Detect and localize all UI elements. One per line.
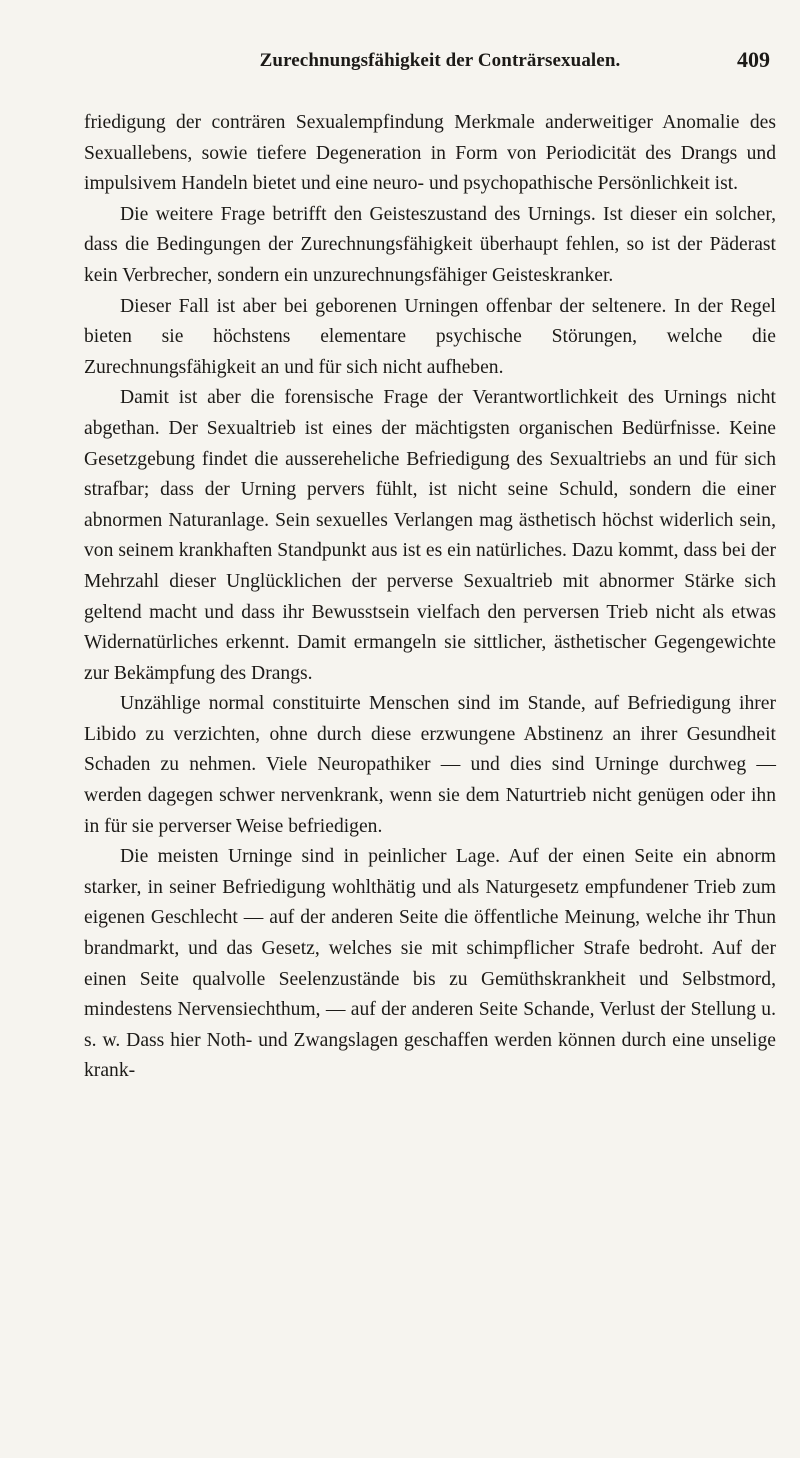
- body-text: [84, 108, 776, 1087]
- running-header: [84, 47, 776, 80]
- paragraph: Die meisten Urninge sind in peinlicher Lage. Auf der einen Seite ein abnorm starker, in seiner Befriedigung wohlthätig und als Naturgesetz empfundener Trieb zum eigenen Geschlecht — auf der anderen Seite die öffentliche Meinung, welche ihr Thun brandmarkt, und das Gesetz, welches sie mit schimpflicher Strafe bedroht. Auf der einen Seite qualvolle Seelenzustände bis zu Gemüthskrankheit und Selbstmord, mindestens Nervensiechthum, — auf der anderen Seite Schande, Verlust der Stellung u. s. w. Dass hier Noth- und Zwangslagen geschaffen werden können durch eine unselige krank-: [84, 846, 776, 1082]
- paragraph: Unzählige normal constituirte Menschen sind im Stande, auf Befriedigung ihrer Libido zu verzichten, ohne durch diese erzwungene Abstinenz an ihrer Gesundheit Schaden zu nehmen. Viele Neuropathiker — und dies sind Urninge durchweg — werden dagegen schwer nervenkrank, wenn sie dem Naturtrieb nicht genügen oder ihn in für sie perverser Weise befriedigen.: [84, 693, 776, 837]
- paragraph: friedigung der conträren Sexualempfindung Merkmale anderweitiger Anomalie des Sexuallebens, sowie tiefere Degeneration in Form von Periodicität des Drangs und impulsivem Handeln bietet und eine neuro- und psychopathische Persönlichkeit ist.: [84, 112, 776, 195]
- page-number: 409: [737, 47, 770, 72]
- running-title: Zurechnungsfähigkeit der Conträrsexualen.: [259, 50, 621, 71]
- paragraph: Dieser Fall ist aber bei geborenen Urningen offenbar der seltenere. In der Regel bieten sie höchstens elementare psychische Störungen, welche die Zurechnungsfähigkeit an und für sich nicht aufheben.: [84, 295, 776, 378]
- paragraph: Damit ist aber die forensische Frage der Verantwortlichkeit des Urnings nicht abgethan. Der Sexualtrieb ist eines der mächtigsten organischen Bedürfnisse. Keine Gesetzgebung findet die aussereheliche Befriedigung des Sexualtriebs an und für sich strafbar; dass der Urning pervers fühlt, ist nicht seine Schuld, sondern die einer abnormen Naturanlage. Sein sexuelles Verlangen mag ästhetisch höchst widerlich sein, von seinem krankhaften Standpunkt aus ist es ein natürliches. Dazu kommt, dass bei der Mehrzahl dieser Unglücklichen der perverse Sexualtrieb mit abnormer Stärke sich geltend macht und dass ihr Bewusstsein vielfach den perversen Trieb nicht als etwas Widernatürliches erkennt. Damit ermangeln sie sittlicher, ästhetischer Gegengewichte zur Bekämpfung des Drangs.: [84, 387, 776, 684]
- paragraph: Die weitere Frage betrifft den Geisteszustand des Urnings. Ist dieser ein solcher, dass die Bedingungen der Zurechnungsfähigkeit überhaupt fehlen, so ist der Päderast kein Verbrecher, sondern ein unzurechnungsfähiger Geisteskranker.: [84, 203, 776, 286]
